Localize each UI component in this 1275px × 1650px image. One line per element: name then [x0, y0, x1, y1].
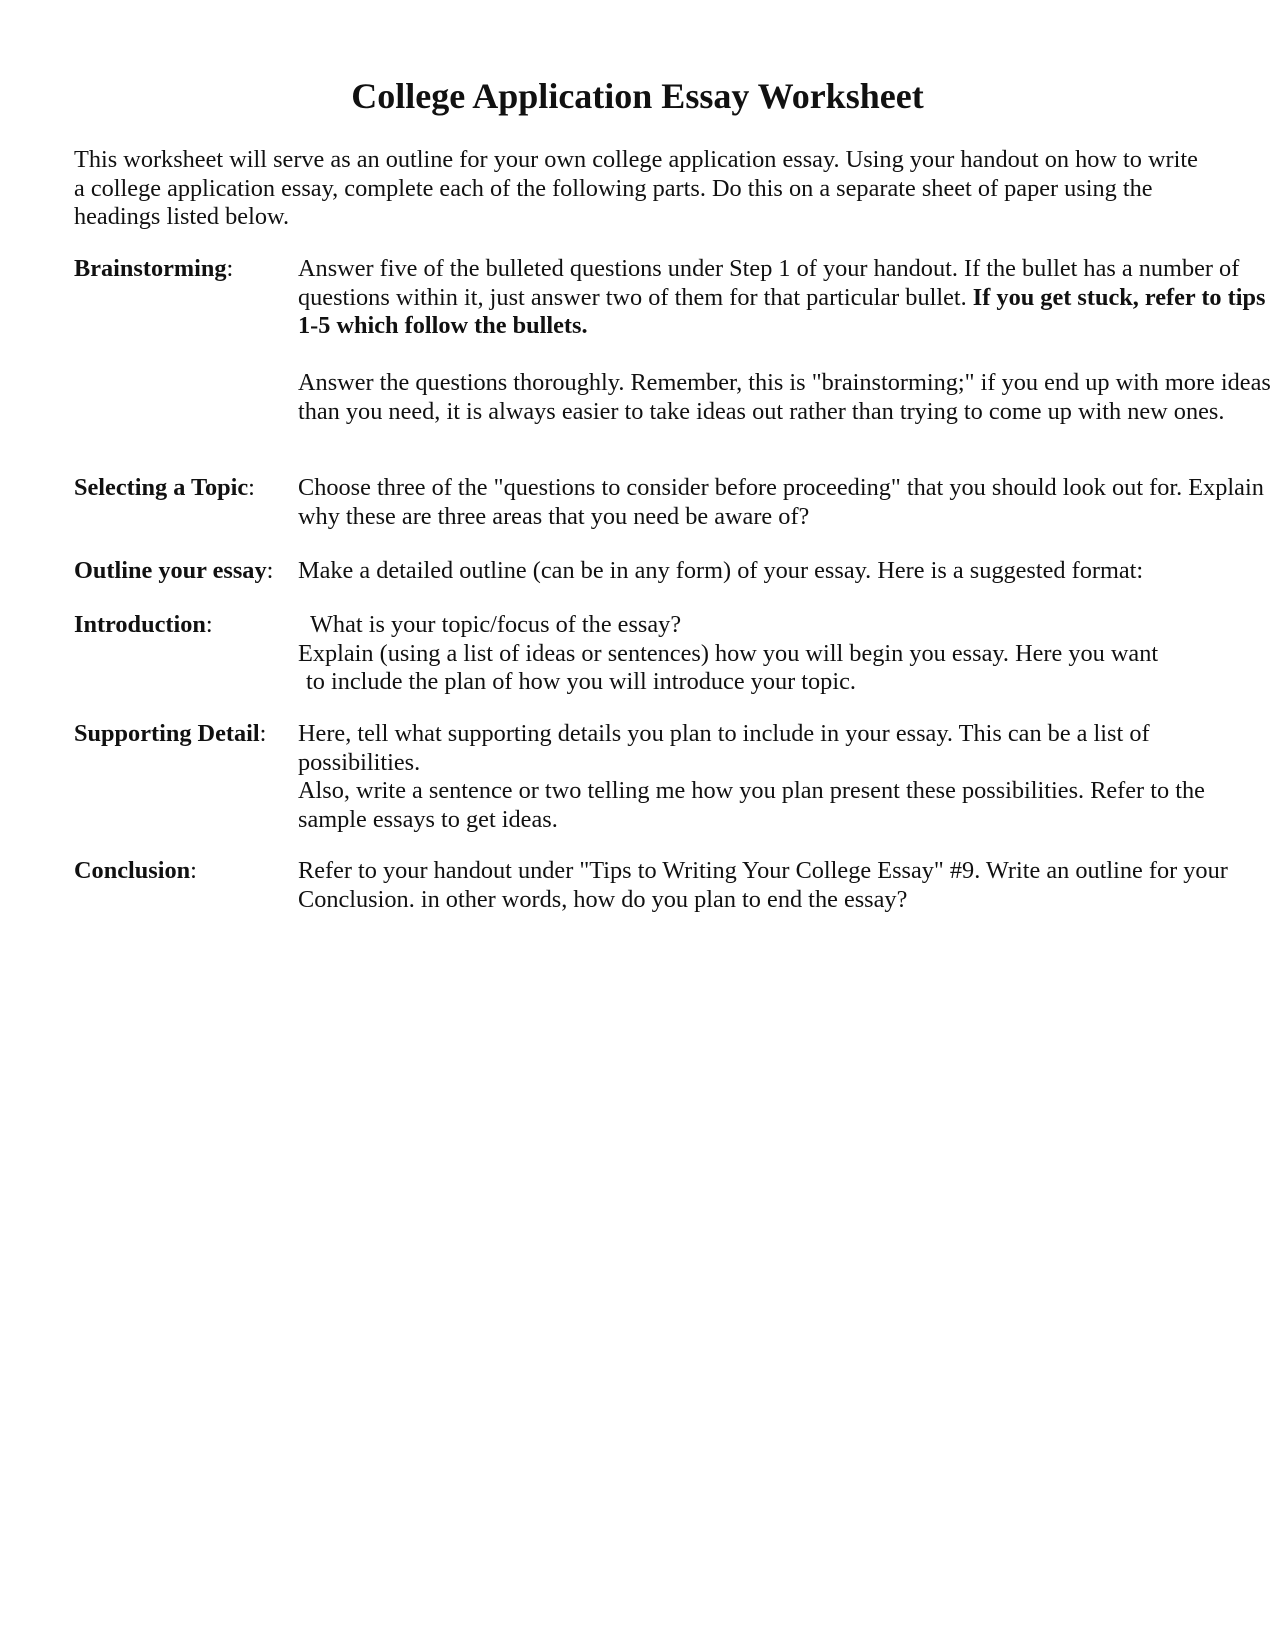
label-text: Conclusion — [74, 857, 191, 884]
label-colon: : — [248, 474, 255, 501]
label-text: Outline your essay — [74, 557, 267, 584]
label-colon: : — [205, 611, 213, 638]
brainstorming-p1-text: Answer five of the bulleted questions under Step 1 of your handout. If the bullet has a number of questions within it, just answer two of them for that particular bullet. — [298, 255, 1240, 311]
introduction-line-2: Explain (using a list of ideas or sentences) how you will begin you essay. Here you want — [298, 639, 1159, 667]
section-label-introduction — [74, 611, 294, 640]
supporting-paragraph-2: Also, write a sentence or two telling me how you plan present these possibilities. Refer to the sample essays to get ideas. — [298, 777, 1205, 833]
conclusion-paragraph: Refer to your handout under "Tips to Writing Your College Essay" #9. Write an outline for your Conclusion. in other words, how do you plan to end the essay? — [298, 857, 1228, 913]
brainstorming-paragraph-2: Answer the questions thoroughly. Remember, this is "brainstorming;" if you end up with more ideas than you need, it is always easier to take ideas out rather than trying to come up with new ones. — [298, 369, 1271, 425]
label-colon: : — [266, 557, 274, 584]
label-colon: : — [190, 857, 197, 884]
label-colon: : — [226, 255, 234, 282]
section-body-outline — [298, 557, 1274, 586]
section-label-outline — [74, 557, 294, 586]
section-label-conclusion — [74, 857, 294, 886]
section-body-conclusion — [298, 857, 1274, 914]
section-label-topic — [74, 474, 294, 503]
label-text: Selecting a Topic — [74, 474, 249, 501]
section-body-introduction — [298, 611, 1274, 697]
section-body-brainstorming — [298, 255, 1274, 426]
label-text: Brainstorming — [74, 255, 227, 282]
introduction-line-1: What is your topic/focus of the essay? — [310, 611, 682, 638]
outline-paragraph: Make a detailed outline (can be in any form) of your essay. Here is a suggested format: — [298, 557, 1144, 584]
label-text: Supporting Detail — [74, 720, 260, 747]
introduction-line-3: to include the plan of how you will introduce your topic. — [306, 668, 856, 695]
page-title: College Application Essay Worksheet — [351, 76, 924, 116]
label-text: Introduction — [74, 611, 206, 638]
supporting-paragraph-1: Here, tell what supporting details you plan to include in your essay. This can be a list of possibilities. — [298, 720, 1150, 776]
section-label-supporting-detail — [74, 720, 294, 749]
topic-paragraph: Choose three of the "questions to consider before proceeding" that you should look out for. Explain why these are three areas that you need be aware of? — [298, 474, 1264, 530]
section-label-brainstorming — [74, 255, 294, 284]
intro-paragraph: This worksheet will serve as an outline for your own college application essay. Using your handout on how to write a college application essay, complete each of the following parts. Do this on a separate sheet of paper using the headings listed below. — [74, 146, 1198, 230]
section-body-supporting-detail — [298, 720, 1274, 834]
brainstorming-paragraph-1 — [298, 255, 1274, 341]
brainstorming-p1-bold: If you get stuck, refer to tips 1-5 which follow the bullets. — [298, 283, 1266, 339]
section-body-topic — [298, 474, 1274, 531]
label-colon: : — [259, 720, 267, 747]
